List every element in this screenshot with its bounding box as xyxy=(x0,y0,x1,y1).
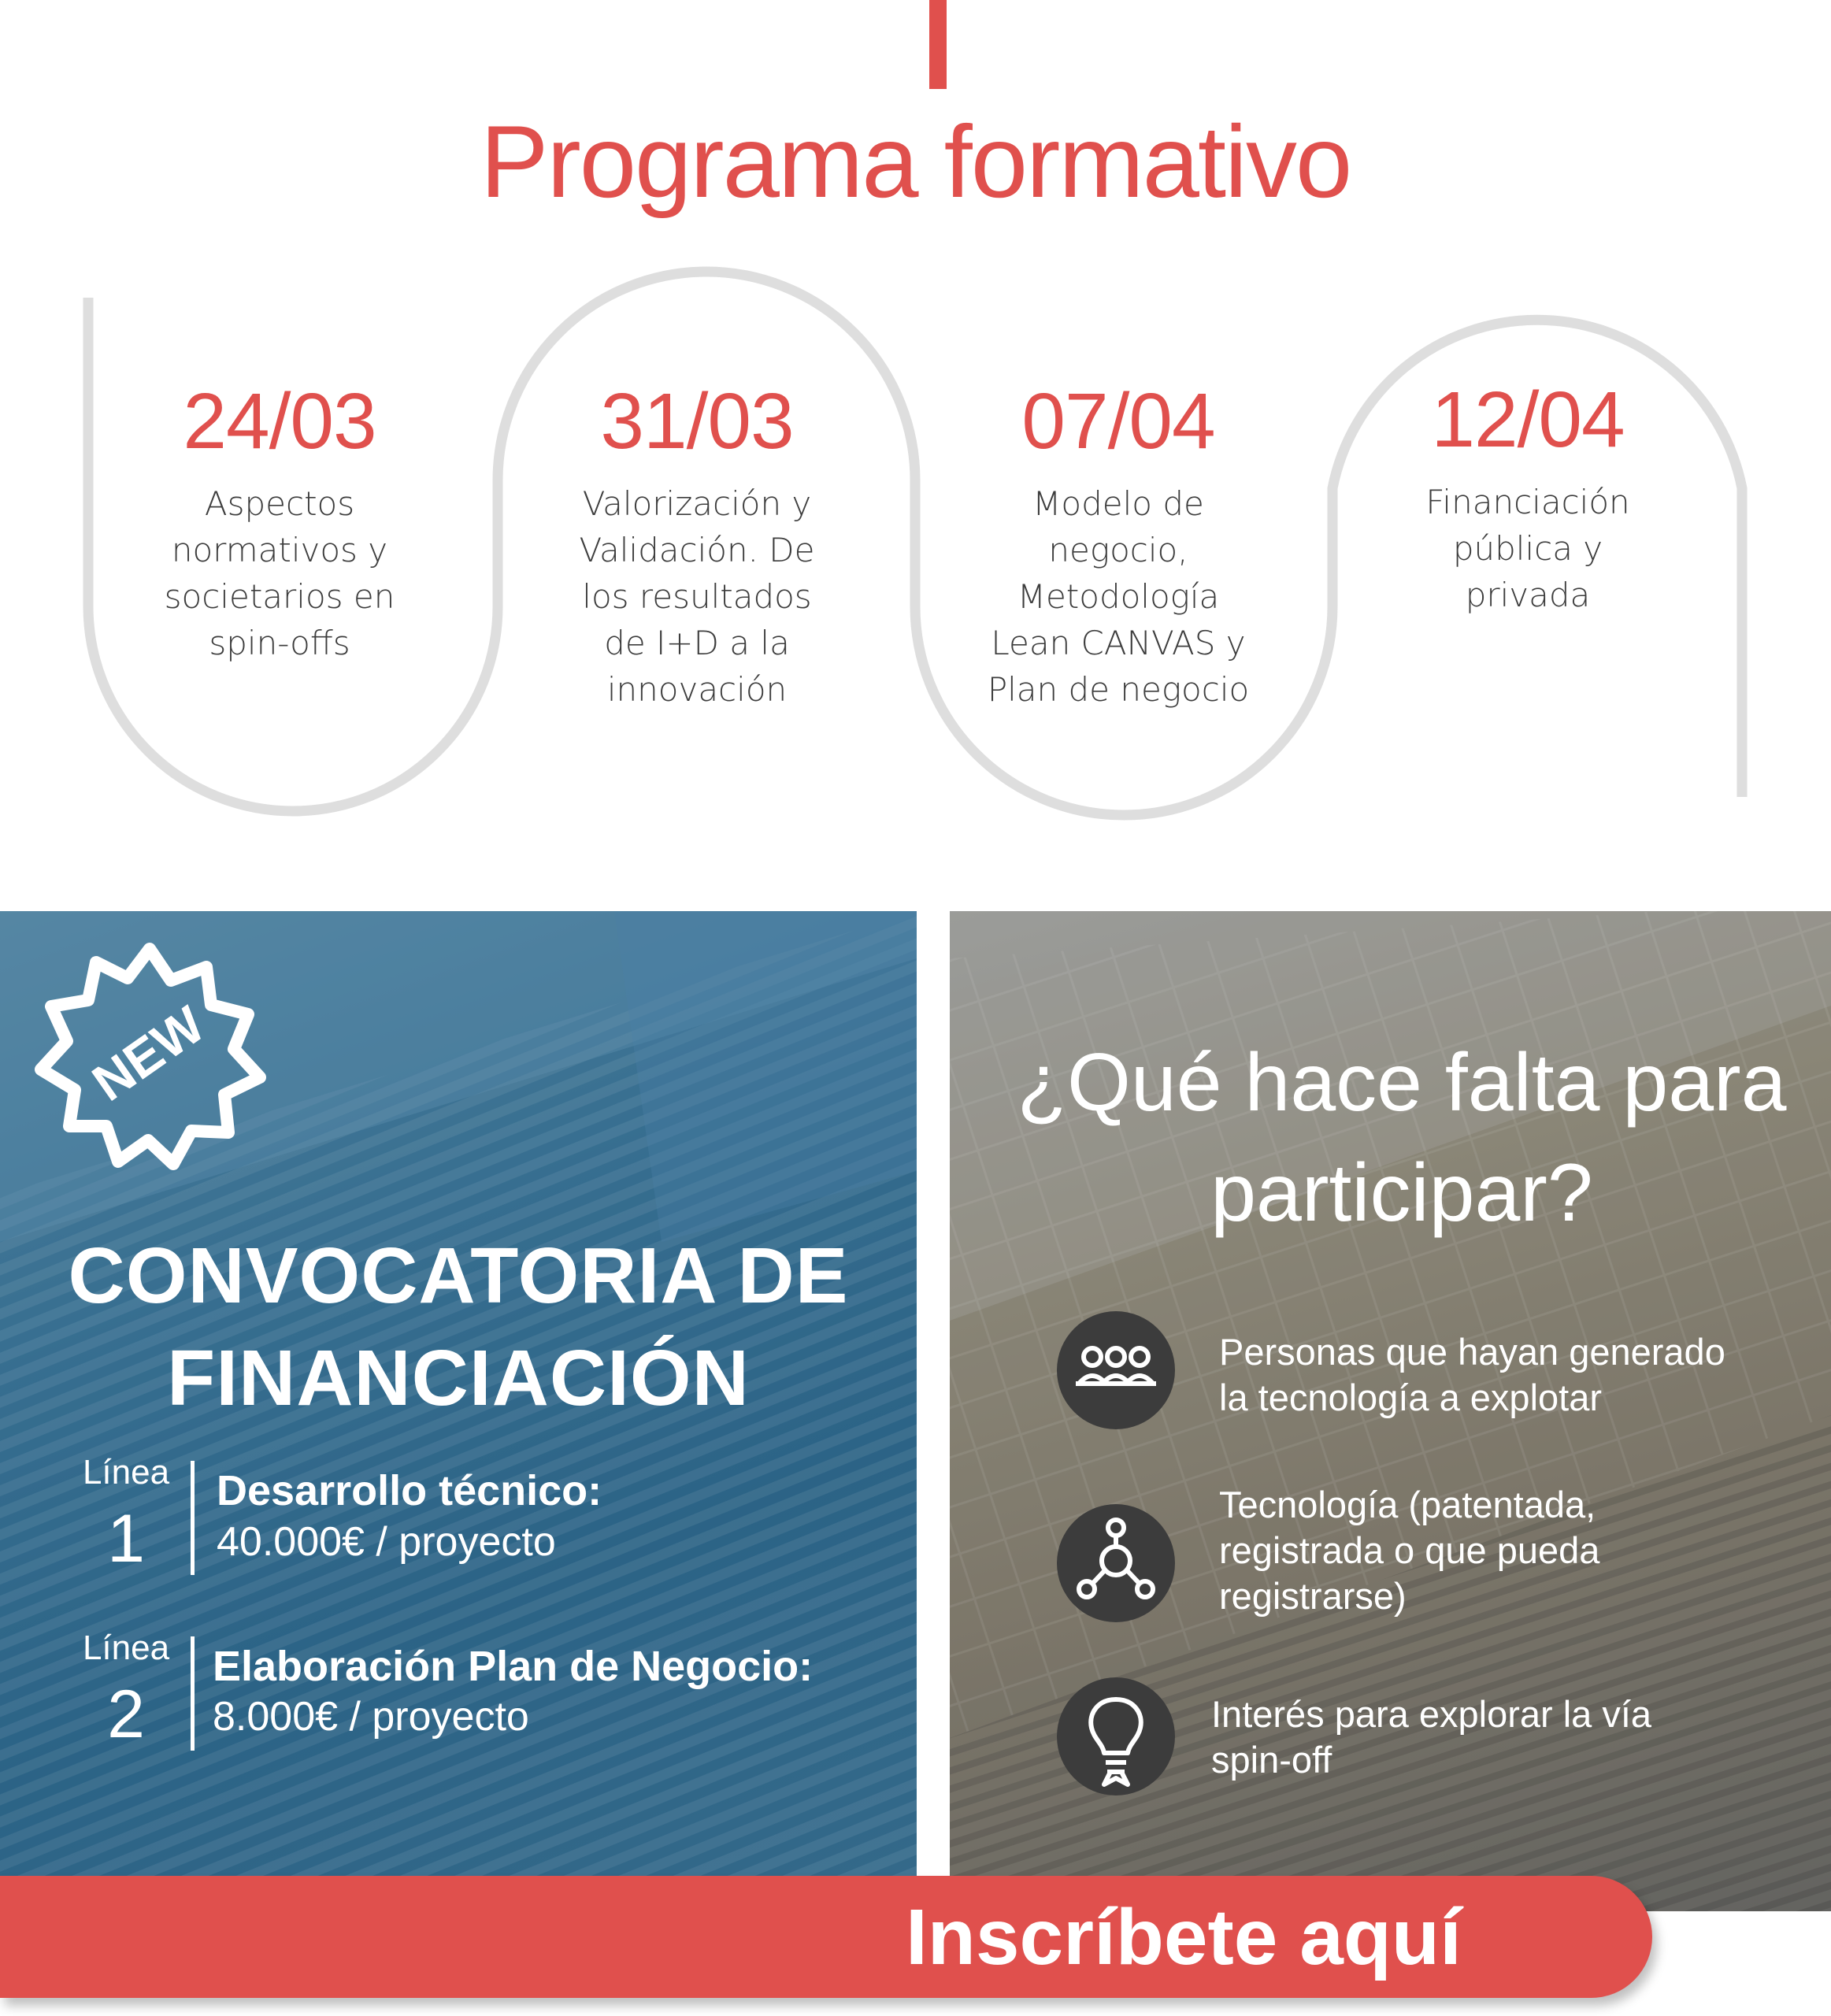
session-date: 24/03 xyxy=(183,377,376,465)
linea-number: 1 xyxy=(107,1501,145,1577)
session-card xyxy=(1343,376,1713,618)
requirements-title: ¿Qué hace falta para participar? xyxy=(1017,1037,1787,1239)
session-date: 07/04 xyxy=(1021,377,1215,465)
requirement-text: Tecnología (patentada, registrada o que pueda registrarse) xyxy=(1219,1484,1600,1617)
linea-amount: 40.000€ / proyecto xyxy=(217,1519,556,1565)
register-button[interactable] xyxy=(0,1876,1652,1998)
linea-amount: 8.000€ / proyecto xyxy=(213,1694,529,1740)
financing-title: CONVOCATORIA DE FINANCIACIÓN xyxy=(68,1232,849,1422)
linea-heading: Desarrollo técnico: xyxy=(217,1467,602,1514)
session-description: Valorización y Validación. De los resultados de I+D a la innovación xyxy=(579,484,815,709)
session-card xyxy=(95,378,465,666)
page-title: Programa formativo xyxy=(480,104,1351,219)
register-button-label: Inscríbete aquí xyxy=(906,1893,1462,1981)
new-badge-label: NEW xyxy=(81,995,215,1113)
linea-number: 2 xyxy=(107,1677,145,1752)
linea-divider xyxy=(191,1461,195,1575)
linea-heading: Elaboración Plan de Negocio: xyxy=(213,1643,814,1690)
session-card xyxy=(933,378,1303,713)
linea-label: Línea xyxy=(82,1453,170,1492)
requirement-text: Interés para explorar la vía spin-off xyxy=(1211,1693,1652,1781)
session-description: Aspectos normativos y societarios en spin-offs xyxy=(164,484,395,662)
molecule-icon xyxy=(1057,1504,1175,1622)
session-date: 31/03 xyxy=(600,377,794,465)
session-date: 12/04 xyxy=(1431,376,1625,464)
people-icon xyxy=(1057,1311,1175,1429)
session-card xyxy=(512,378,882,713)
session-description: Financiación pública y privada xyxy=(1425,483,1630,614)
lightbulb-rocket-icon xyxy=(1057,1677,1175,1796)
requirement-text: Personas que hayan generado la tecnología a explotar xyxy=(1219,1331,1725,1418)
linea-divider xyxy=(191,1636,195,1751)
linea-label: Línea xyxy=(82,1629,170,1667)
session-description: Modelo de negocio, Metodología Lean CANVAS y Plan de negocio xyxy=(987,484,1250,709)
new-badge xyxy=(32,937,268,1173)
